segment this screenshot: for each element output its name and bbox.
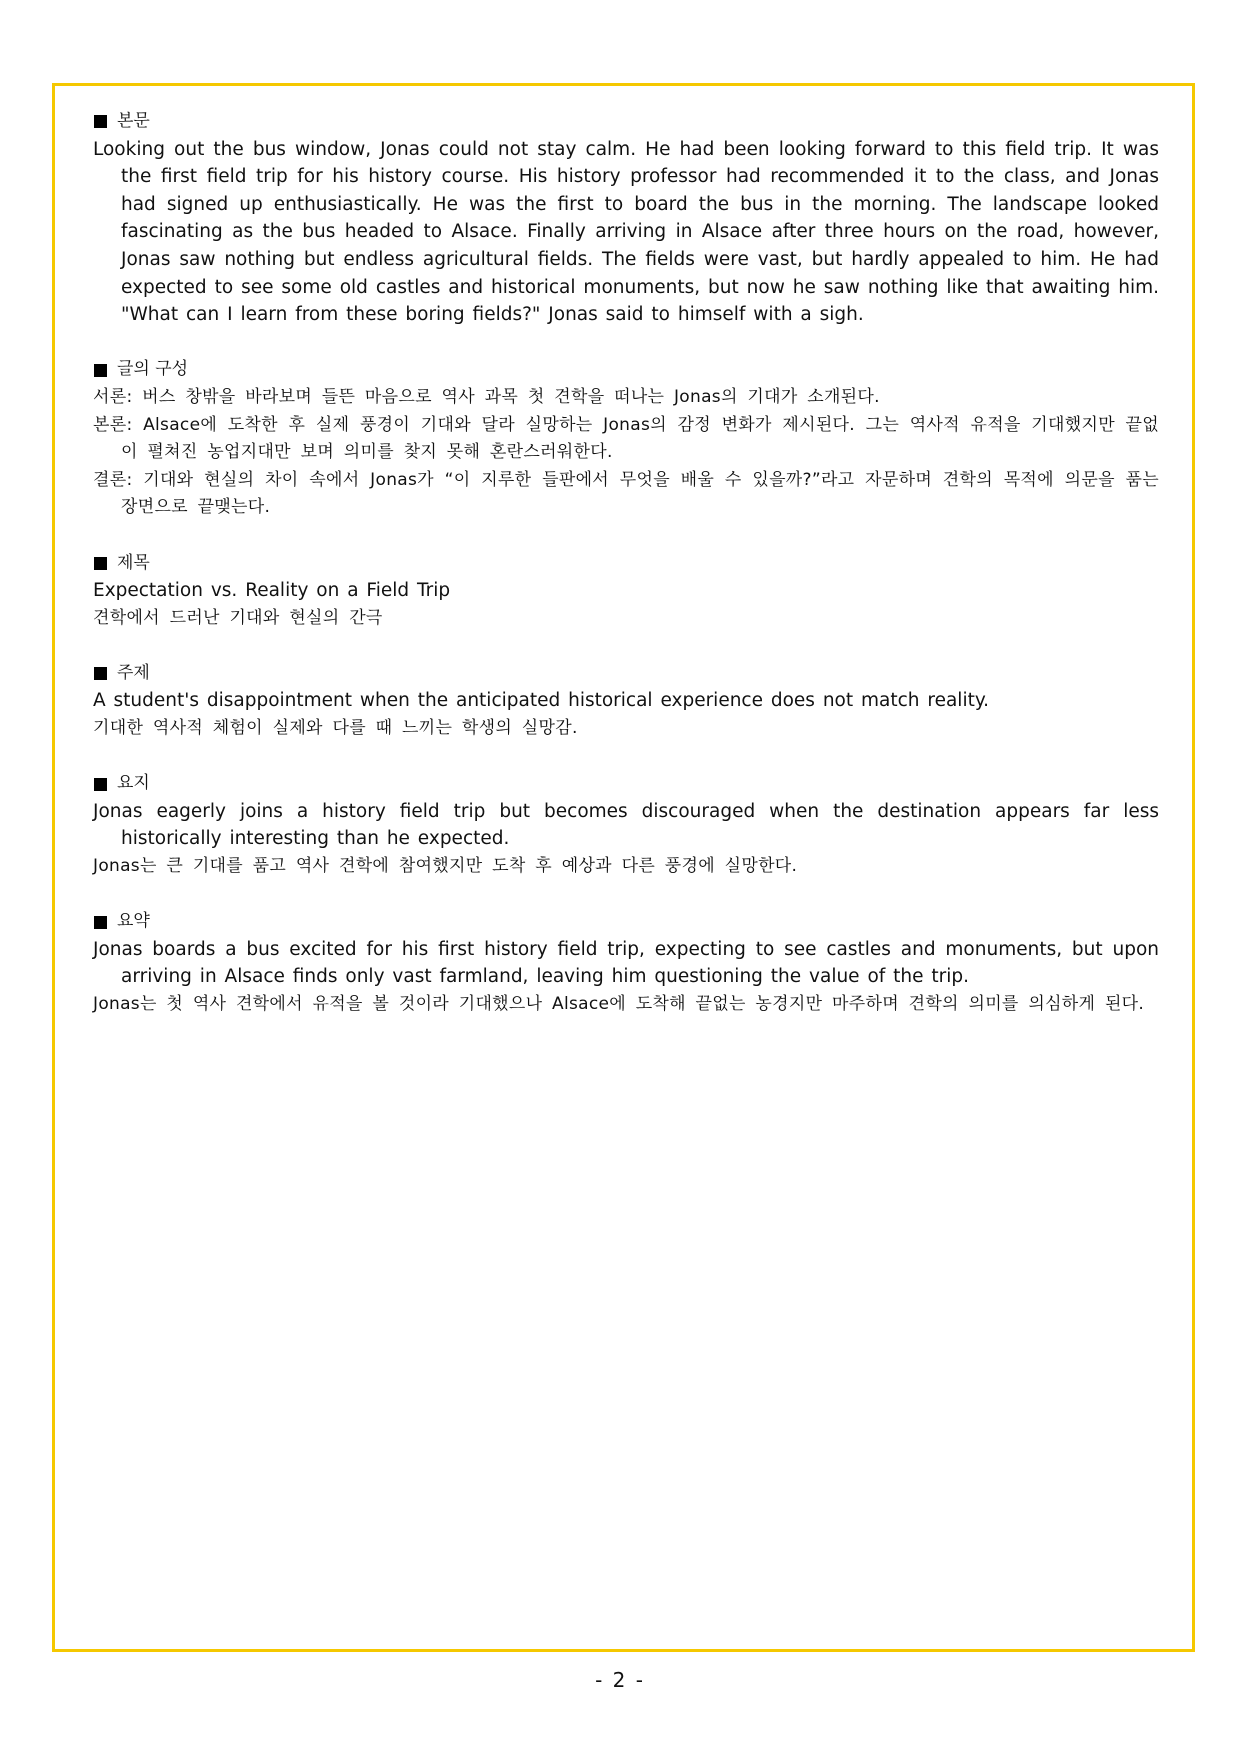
black-square-icon [94,115,107,128]
document-body [93,108,1159,1046]
black-square-icon [94,364,107,377]
topic-korean: 기대한 역사적 체험이 실제와 다를 때 느끼는 학생의 실망감. [93,718,578,739]
section-heading-label: 요지 [117,773,150,794]
title-korean: 견학에서 드러난 기대와 현실의 간극 [93,607,383,628]
structure-body: 본론: Alsace에 도착한 후 실제 풍경이 기대와 달라 실망하는 Jonas의 감정 변화가 제시된다. 그는 역사적 유적을 기대했지만 끝없이 펼쳐진 농업지대만 보며 의미를 찾지 못해 혼란스러워한다. [93,414,1159,463]
summary-korean: Jonas는 첫 역사 견학에서 유적을 볼 것이라 기대했으나 Alsace에 도착해 끝없는 농경지만 마주하며 견학의 의미를 의심하게 된다. [93,994,1145,1014]
black-square-icon [94,667,107,680]
section-heading-label: 요약 [117,911,150,932]
section-heading [93,770,1159,798]
section-gist [93,770,1159,880]
page-number: - 2 - [595,1668,645,1692]
section-structure [93,356,1159,522]
section-heading [93,108,1159,136]
gist-korean: Jonas는 큰 기대를 품고 역사 견학에 참여했지만 도착 후 예상과 다른 풍경에 실망한다. [93,856,798,877]
structure-introduction: 서론: 버스 창밖을 바라보며 들뜬 마음으로 역사 과목 첫 견학을 떠나는 Jonas의 기대가 소개된다. [93,386,880,407]
section-heading [93,550,1159,578]
section-heading [93,356,1159,384]
section-topic [93,660,1159,743]
black-square-icon [94,916,107,929]
section-heading-label: 주제 [117,662,150,683]
section-heading [93,660,1159,688]
section-main-text [93,108,1159,329]
black-square-icon [94,778,107,791]
black-square-icon [94,557,107,570]
structure-conclusion: 결론: 기대와 현실의 차이 속에서 Jonas가 “이 지루한 들판에서 무엇을 배울 수 있을까?”라고 자문하며 견학의 목적에 의문을 품는 장면으로 끝맺는다. [93,469,1159,518]
section-title [93,550,1159,633]
summary-english: Jonas boards a bus excited for his first history field trip, expecting to see castles and monuments, but upon arriving in Alsace finds only vast farmland, leaving him questioning the value of the trip. [93,938,1159,988]
section-heading-label: 본문 [117,111,150,131]
passage-paragraph: Looking out the bus window, Jonas could not stay calm. He had been looking forward to this field trip. It was the first field trip for his history course. His history professor had recommended it to the class, and Jonas had signed up enthusiastically. He was the first to board the bus in the morning. The landscape looked fascinating as the bus headed to Alsace. Finally arriving in Alsace after three hours on the road, however, Jonas saw nothing but endless agricultural fields. The fields were vast, but hardly appealed to him. He had expected to see some old castles and historical monuments, but now he saw nothing like that awaiting him. "What can I learn from these boring fields?" Jonas said to himself with a sigh. [93,138,1159,326]
section-heading [93,908,1159,936]
topic-english: A student's disappointment when the anticipated historical experience does not match reality. [93,690,990,712]
title-english: Expectation vs. Reality on a Field Trip [93,580,451,602]
section-heading-label: 글의 구성 [117,359,189,380]
section-heading-label: 제목 [117,552,150,573]
section-summary [93,908,1159,1018]
gist-english: Jonas eagerly joins a history field trip but becomes discouraged when the destination appears far less historically interesting than he expected. [93,800,1159,850]
